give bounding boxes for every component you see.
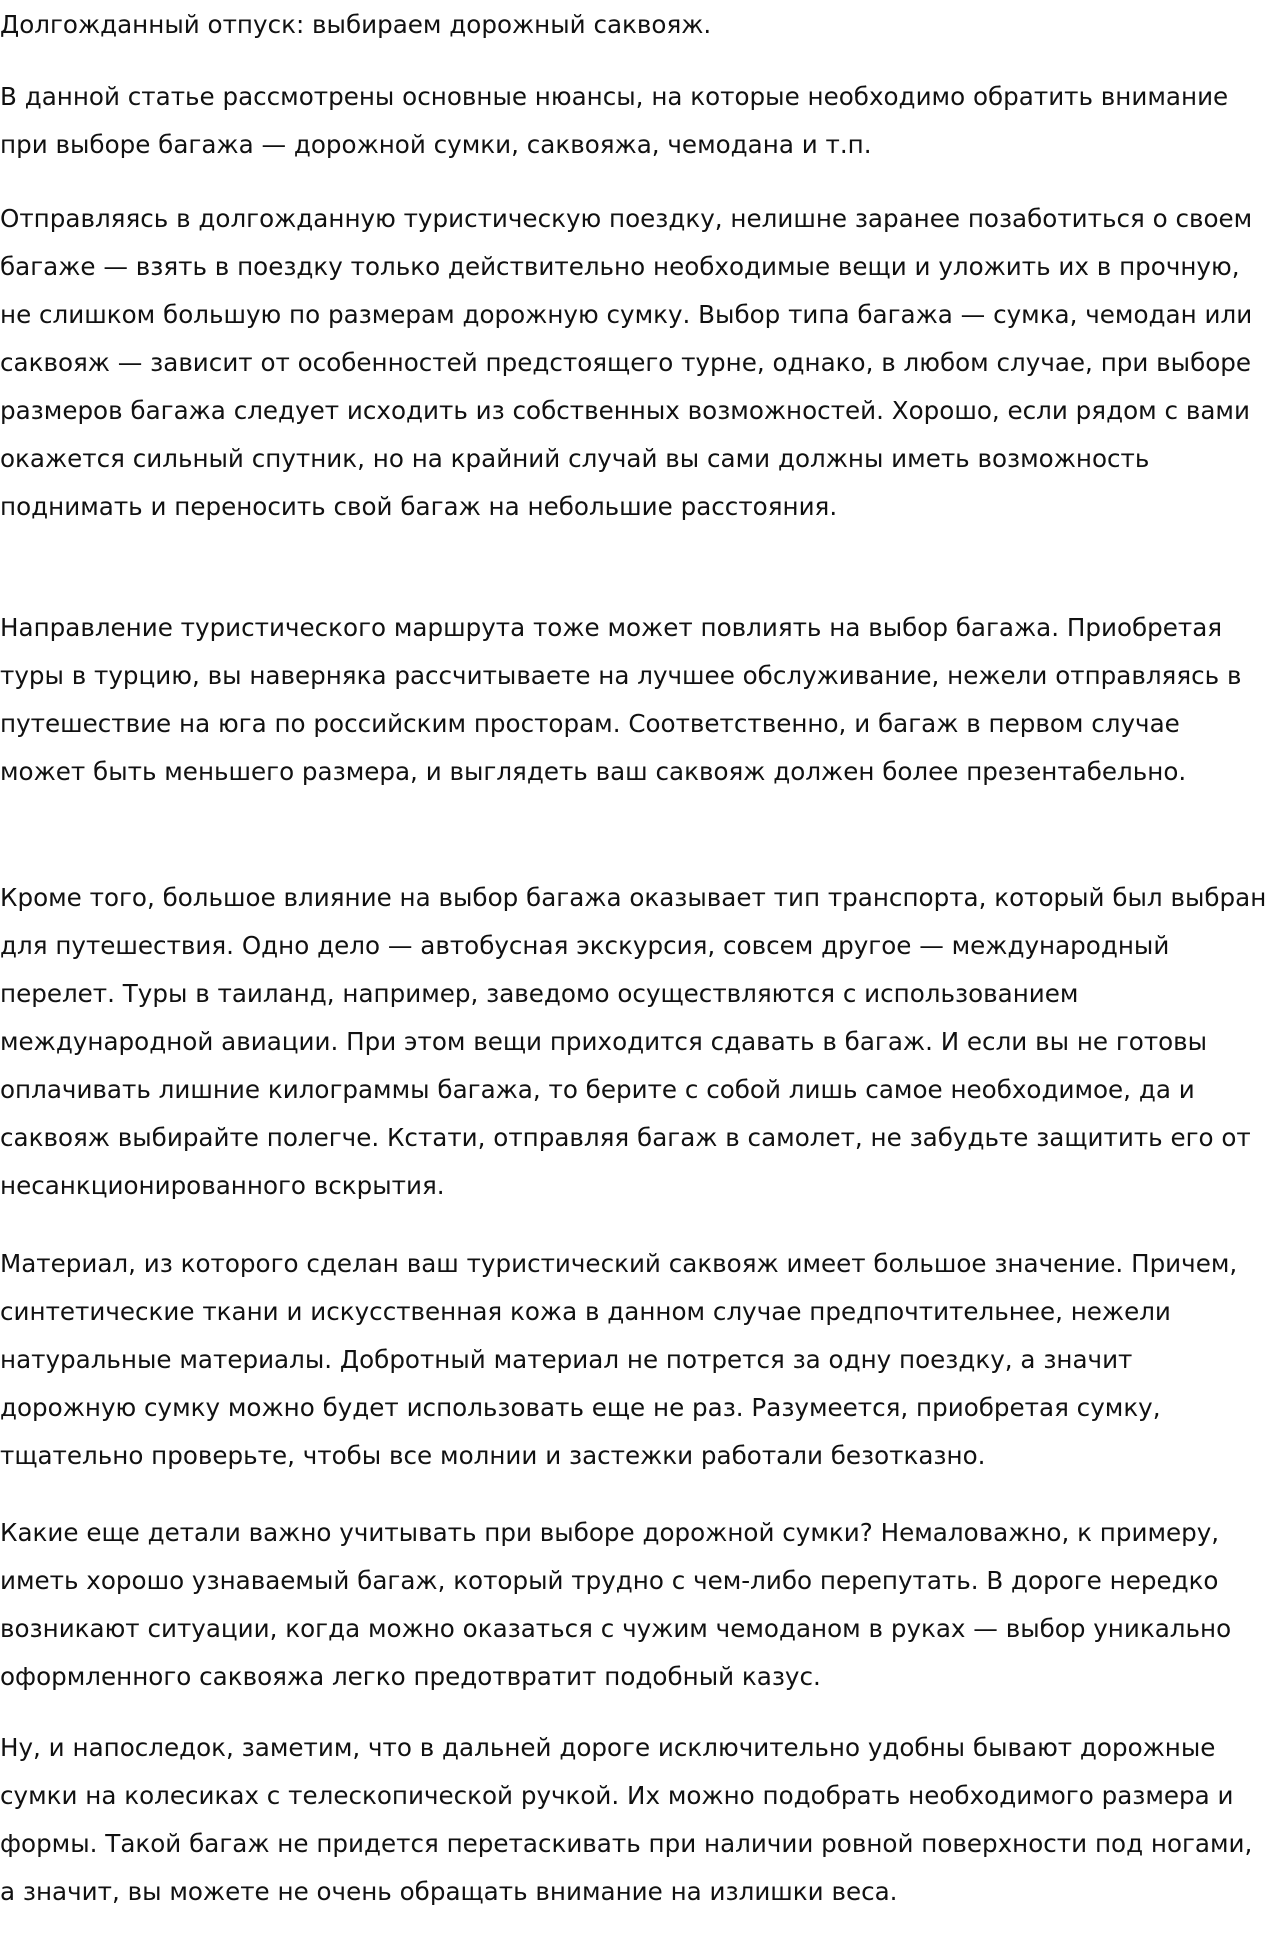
- article-paragraph-5: Материал, из которого сделан ваш туристический саквояж имеет большое значение. Причем, синтетические ткани и искусственная кожа в данном случае предпочтительнее, нежели натуральные материалы. Добротный материал не потрется за одну поездку, а значит дорожную сумку можно будет использовать еще не раз. Разумеется, приобретая сумку, тщательно проверьте, чтобы все молнии и застежки работали безотказно.: [0, 1249, 1238, 1470]
- article-title: Долгожданный отпуск: выбираем дорожный саквояж.: [0, 10, 712, 39]
- article-paragraph-1: В данной статье рассмотрены основные нюансы, на которые необходимо обратить внимание при выборе багажа — дорожной сумки, саквояжа, чемодана и т.п.: [0, 82, 1229, 159]
- article-paragraph-7: Ну, и напоследок, заметим, что в дальней дороге исключительно удобны бывают дорожные сумки на колесиках с телескопической ручкой. Их можно подобрать необходимого размера и формы. Такой багаж не придется перетаскивать при наличии ровной поверхности под ногами, а значит, вы можете не очень обращать внимание на излишки веса.: [0, 1733, 1253, 1906]
- article-paragraph-6: Какие еще детали важно учитывать при выборе дорожной сумки? Немаловажно, к примеру, иметь хорошо узнаваемый багаж, который трудно с чем-либо перепутать. В дороге нередко возникают ситуации, когда можно оказаться с чужим чемоданом в руках — выбор уникально оформленного саквояжа легко предотвратит подобный казус.: [0, 1518, 1232, 1691]
- article-paragraph-3: Направление туристического маршрута тоже может повлиять на выбор багажа. Приобретая туры в турцию, вы наверняка рассчитываете на лучшее обслуживание, нежели отправляясь в путешествие на юга по российским просторам. Соответственно, и багаж в первом случае может быть меньшего размера, и выглядеть ваш саквояж должен более презентабельно.: [0, 613, 1242, 786]
- article-paragraph-4: Кроме того, большое влияние на выбор багажа оказывает тип транспорта, который был выбран для путешествия. Одно дело — автобусная экскурсия, совсем другое — международный перелет. Туры в таиланд, например, заведомо осуществляются с использованием международной авиации. При этом вещи приходится сдавать в багаж. И если вы не готовы оплачивать лишние килограммы багажа, то берите с собой лишь самое необходимое, да и саквояж выбирайте полегче. Кстати, отправляя багаж в самолет, не забудьте защитить его от несанкционированного вскрытия.: [0, 883, 1267, 1200]
- article-paragraph-2: Отправляясь в долгожданную туристическую поездку, нелишне заранее позаботиться о своем багаже — взять в поездку только действительно необходимые вещи и уложить их в прочную, не слишком большую по размерам дорожную сумку. Выбор типа багажа — сумка, чемодан или саквояж — зависит от особенностей предстоящего турне, однако, в любом случае, при выборе размеров багажа следует исходить из собственных возможностей. Хорошо, если рядом с вами окажется сильный спутник, но на крайний случай вы сами должны иметь возможность поднимать и переносить свой багаж на небольшие расстояния.: [0, 204, 1253, 521]
